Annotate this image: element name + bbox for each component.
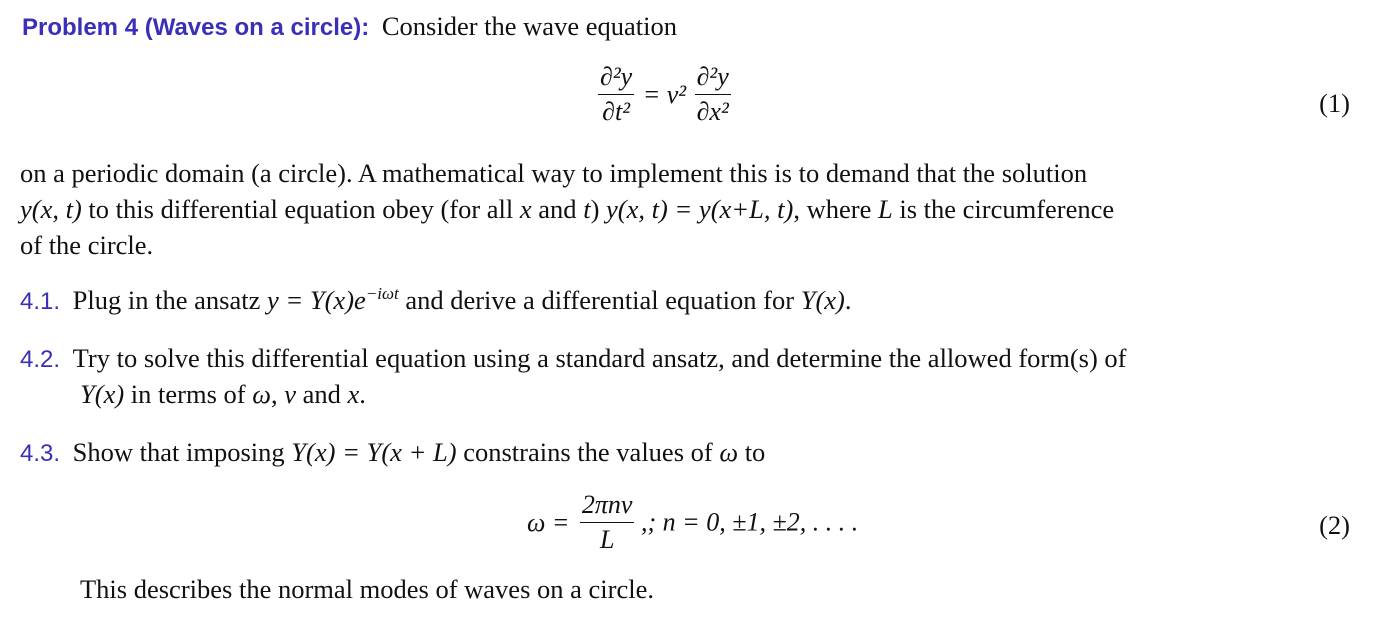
math-periodicity: y(x, t) = y(x+L, t) (606, 194, 794, 224)
item-4-1 (20, 282, 851, 320)
eq2-lhs: ω = (527, 507, 570, 537)
text-segment: and (531, 194, 584, 224)
paragraph-line-2 (20, 191, 1114, 227)
text-segment: and derive a differential equation for (398, 285, 801, 315)
item-label: 4.3. (20, 440, 61, 467)
item-label: 4.1. (20, 288, 61, 315)
text-segment: to this differential equation obey (for all (81, 194, 520, 224)
problem-header (22, 8, 677, 46)
text-segment: is the circumference (892, 194, 1115, 224)
eq1-equals: = v² (642, 79, 687, 109)
paragraph-line-3: of the circle. (20, 230, 154, 260)
math-Y-x: Y(x) (800, 285, 845, 315)
text-segment: Plug in the ansatz (72, 285, 267, 315)
paragraph-line-1: on a periodic domain (a circle). A mathematical way to implement this is to demand that the solution (20, 158, 1088, 188)
text-segment: Show that imposing (72, 437, 292, 467)
item-4-2-line-1 (20, 340, 1127, 378)
equation-2 (527, 490, 858, 555)
eq2-tail: ,; n = 0, ±1, ±2, . . . . (640, 507, 859, 537)
closing-sentence: This describes the normal modes of waves on a circle. (80, 574, 654, 604)
text-segment: constrains the values of (456, 437, 720, 467)
math-periodic-Y: Y(x) = Y(x + L) (291, 437, 457, 467)
text-segment: in terms of (124, 379, 253, 409)
math-x: x (347, 379, 360, 409)
eq1-lhs-fraction (598, 62, 634, 127)
equation-1-number: (1) (1319, 88, 1350, 118)
math-x: x (519, 194, 532, 224)
math-Y-x: Y(x) (80, 379, 125, 409)
item-4-3 (20, 434, 765, 472)
eq1-rhs-fraction (695, 62, 731, 127)
item-label: 4.2. (20, 346, 61, 373)
math-v: v (284, 379, 296, 409)
eq1-rhs-denominator: ∂x² (696, 97, 729, 126)
math-t: t (583, 194, 591, 224)
eq2-denominator: L (599, 525, 615, 554)
equation-1 (598, 62, 731, 127)
math-exponent: −iωt (365, 284, 399, 304)
problem-title: Problem 4 (Waves on a circle): (22, 14, 370, 41)
eq1-lhs-denominator: ∂t² (602, 97, 631, 126)
text-segment: to (738, 437, 766, 467)
math-ansatz: y = Y(x)e (266, 285, 366, 315)
text-segment: , (270, 379, 285, 409)
eq1-lhs-numerator: ∂²y (600, 62, 633, 91)
item-4-2-line-2 (80, 376, 366, 412)
equation-2-number: (2) (1319, 510, 1350, 540)
eq2-numerator: 2πnv (581, 490, 633, 519)
text-segment: , where (793, 194, 878, 224)
text-segment: . (359, 379, 366, 409)
math-omega: ω (252, 379, 271, 409)
text-segment: and (295, 379, 348, 409)
text-segment: . (844, 285, 852, 315)
text-segment: ) (590, 194, 607, 224)
text-segment: Try to solve this differential equation using a standard ansatz, and determine the allowed form(s) of (72, 343, 1127, 373)
problem-intro: Consider the wave equation (381, 11, 677, 41)
math-omega: ω (719, 437, 739, 467)
eq1-rhs-numerator: ∂²y (696, 62, 729, 91)
math-y-x-t: y(x, t) (20, 194, 82, 224)
math-L: L (877, 194, 893, 224)
eq2-fraction (580, 490, 635, 555)
